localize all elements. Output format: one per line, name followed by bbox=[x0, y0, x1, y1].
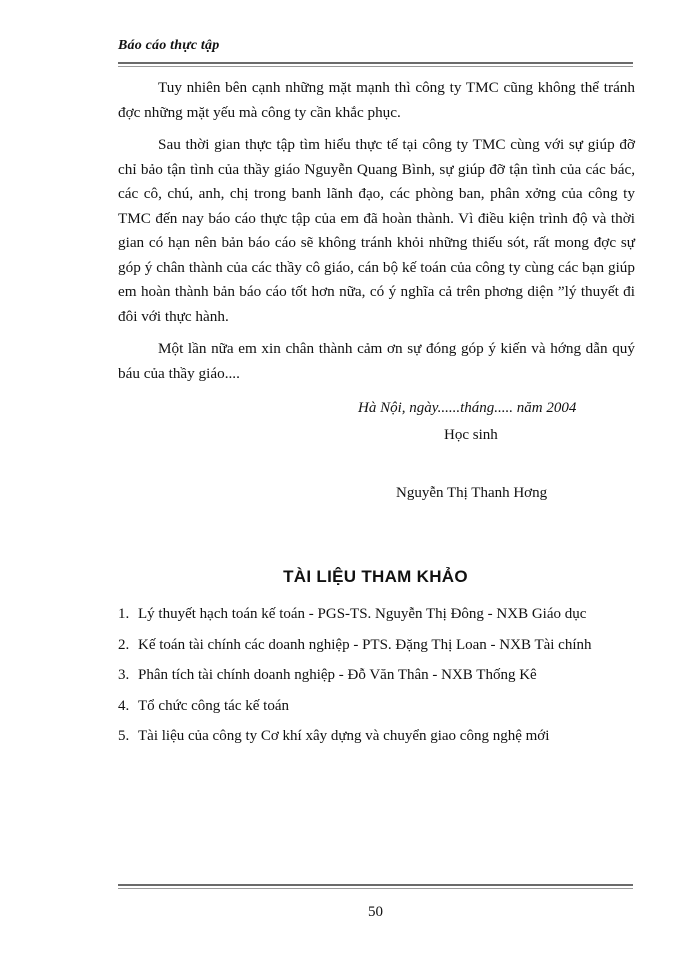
reference-number: 3. bbox=[118, 667, 130, 683]
reference-item bbox=[118, 726, 638, 757]
body-text bbox=[118, 76, 635, 394]
paragraph-2: Sau thời gian thực tập tìm hiểu thực tế tại công ty TMC cùng với sự giúp đỡ chỉ bảo tận tình của thầy giáo Nguyễn Quang Bình, sự giúp đỡ tận tình của các bác, các cô, chú, anh, chị trong banh lãnh đạo, các phòng ban, phân xởng của công ty TMC đến nay báo cáo thực tập của em đã hoàn thành. Vì điều kiện trình độ và thời gian có hạn nên bản báo cáo sẽ không tránh khỏi những thiếu sót, rất mong đợc sự góp ý chân thành của các thầy cô giáo, cán bộ kế toán của công ty cùng các bạn giúp em hoàn thành bản báo cáo tốt hơn nữa, có ý nghĩa cả trên phơng diện ”lý thuyết đi đôi với thực hành. bbox=[118, 136, 635, 325]
paragraph-3: Một lần nữa em xin chân thành cảm ơn sự đóng góp ý kiến và hớng dẫn quý báu của thầy giáo.... bbox=[118, 340, 635, 382]
signature-role: Học sinh bbox=[444, 427, 498, 443]
references-list bbox=[118, 604, 638, 757]
reference-text: Lý thuyết hạch toán kế toán - PGS-TS. Nguyễn Thị Đông - NXB Giáo dục bbox=[138, 606, 587, 622]
reference-text: Tổ chức công tác kế toán bbox=[138, 697, 289, 714]
footer-rule-thin bbox=[118, 888, 633, 889]
page-header-title: Báo cáo thực tập bbox=[118, 38, 220, 53]
reference-text: Tài liệu của công ty Cơ khí xây dựng và chuyển giao công nghệ mới bbox=[138, 728, 550, 744]
paragraph-1: Tuy nhiên bên cạnh những mặt mạnh thì công ty TMC cũng không thể tránh đợc những mặt yếu mà công ty cần khắc phục. bbox=[118, 79, 635, 121]
signature-name: Nguyễn Thị Thanh Hơng bbox=[396, 485, 548, 501]
reference-number: 4. bbox=[118, 697, 130, 714]
reference-number: 1. bbox=[118, 606, 130, 622]
header-rule-thin bbox=[118, 66, 633, 67]
reference-item bbox=[118, 665, 638, 696]
footer-rule bbox=[118, 884, 633, 886]
references-title: TÀI LIỆU THAM KHẢO bbox=[283, 567, 468, 586]
header-rule bbox=[118, 62, 633, 64]
reference-text: Phân tích tài chính doanh nghiệp - Đỗ Văn Thân - NXB Thống Kê bbox=[138, 667, 537, 683]
signature-place-date: Hà Nội, ngày......tháng..... năm 2004 bbox=[358, 400, 577, 416]
reference-number: 2. bbox=[118, 636, 130, 653]
reference-item bbox=[118, 635, 638, 666]
page-number: 50 bbox=[368, 904, 383, 920]
reference-item bbox=[118, 604, 638, 635]
reference-item bbox=[118, 696, 638, 727]
reference-text: Kế toán tài chính các doanh nghiệp - PTS. Đặng Thị Loan - NXB Tài chính bbox=[138, 636, 592, 653]
reference-number: 5. bbox=[118, 728, 130, 744]
